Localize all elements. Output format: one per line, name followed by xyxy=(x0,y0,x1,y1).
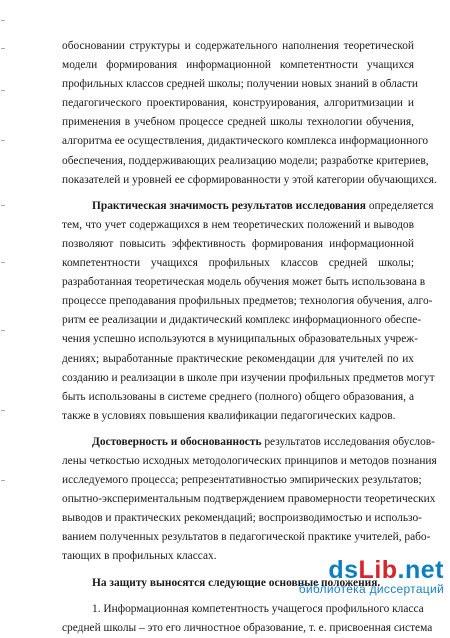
text-line xyxy=(62,433,435,452)
text-line: применения в учебном процессе средней школы технологии обучения, xyxy=(62,116,414,129)
body-text xyxy=(62,37,437,638)
reliability-heading: Достоверность и обоснованность xyxy=(92,435,262,448)
text-line: компетентности учащихся профильных классов средней школы; xyxy=(62,257,414,270)
text-fragment: определяется xyxy=(365,199,434,212)
text-line: обосновании структуры и содержательного наполнения теоретической xyxy=(62,40,414,52)
text-line: алгоритма ее осуществления, дидактического комплекса информационного xyxy=(62,135,429,148)
text-line: лены четкостью исходных методологических принципов и методов познания xyxy=(62,454,437,467)
text-line: средней школы – это его личностное образование, т. е. присвоенная система xyxy=(62,621,433,634)
text-line: тающих в профильных классах. xyxy=(62,550,217,563)
text-line: педагогического проектирования, конструирования, алгоритмизации и xyxy=(62,97,414,110)
text-line: ванием полученных результатов в педагогической практике учителей, рабо- xyxy=(62,531,431,544)
scan-edge-marks xyxy=(0,0,8,620)
text-fragment: результатов исследования обуслов- xyxy=(261,435,435,448)
text-line: быть использованы в системе среднего (полного) общего образования, а xyxy=(62,390,414,403)
text-line: процессе преподавания профильных предметов; технология обучения, алго- xyxy=(62,295,433,308)
text-line: дениях; выработанные практические рекомендации для учителей по их xyxy=(62,352,414,365)
text-line: также в условиях повышения квалификации педагогических кадров. xyxy=(62,409,396,422)
paragraph-practical-significance xyxy=(62,197,435,426)
text-line: показателей и уровней ее сформированности у этой категории обучающихся. xyxy=(62,173,437,186)
dslib-watermark xyxy=(299,556,444,596)
text-line: обеспечения, поддерживающих реализацию модели; разработке критериев, xyxy=(62,154,429,167)
dslib-caption: библиотека диссертаций xyxy=(298,582,444,596)
practical-significance-heading: Практическая значимость результатов исследования xyxy=(92,199,366,212)
paragraph-reliability xyxy=(62,433,437,567)
paragraph-1 xyxy=(62,37,437,190)
text-line: опытно-экспериментальным подтверждением правомерности теоретических xyxy=(62,493,436,506)
text-line: разработанная теоретическая модель обучения может быть использована в xyxy=(62,276,426,289)
text-line: созданию и реализации в школе при изучении профильных предметов могут xyxy=(62,371,435,384)
text-line: тем, что учет содержащихся в нем теоретических положений и выводов xyxy=(62,218,414,231)
dslib-logo: dsLib.net xyxy=(328,556,444,584)
text-line: 1. Информационная компетентность учащегося профильного класса xyxy=(92,602,424,615)
text-line: выводов и практических рекомендаций; воспроизводимостью и использо- xyxy=(62,512,422,525)
text-line: профильных классов средней школы; получении новых знаний в области xyxy=(62,78,419,91)
text-line xyxy=(62,197,434,216)
text-line: чения успешно используются в муниципальных образовательных учреж- xyxy=(62,333,418,346)
text-line: модели формирования информационной компетентности учащихся xyxy=(62,59,414,72)
defense-heading: На защиту выносятся следующие основные положения. xyxy=(92,576,381,589)
text-line: исследуемого процесса; репрезентативностью эмпирических результатов; xyxy=(62,474,422,487)
text-line: ритм ее реализации и дидактический комплекс информационного обеспе- xyxy=(62,314,422,327)
paragraph-thesis-1 xyxy=(62,600,433,638)
text-line: позволяют повысить эффективность формирования информационной xyxy=(62,237,414,250)
